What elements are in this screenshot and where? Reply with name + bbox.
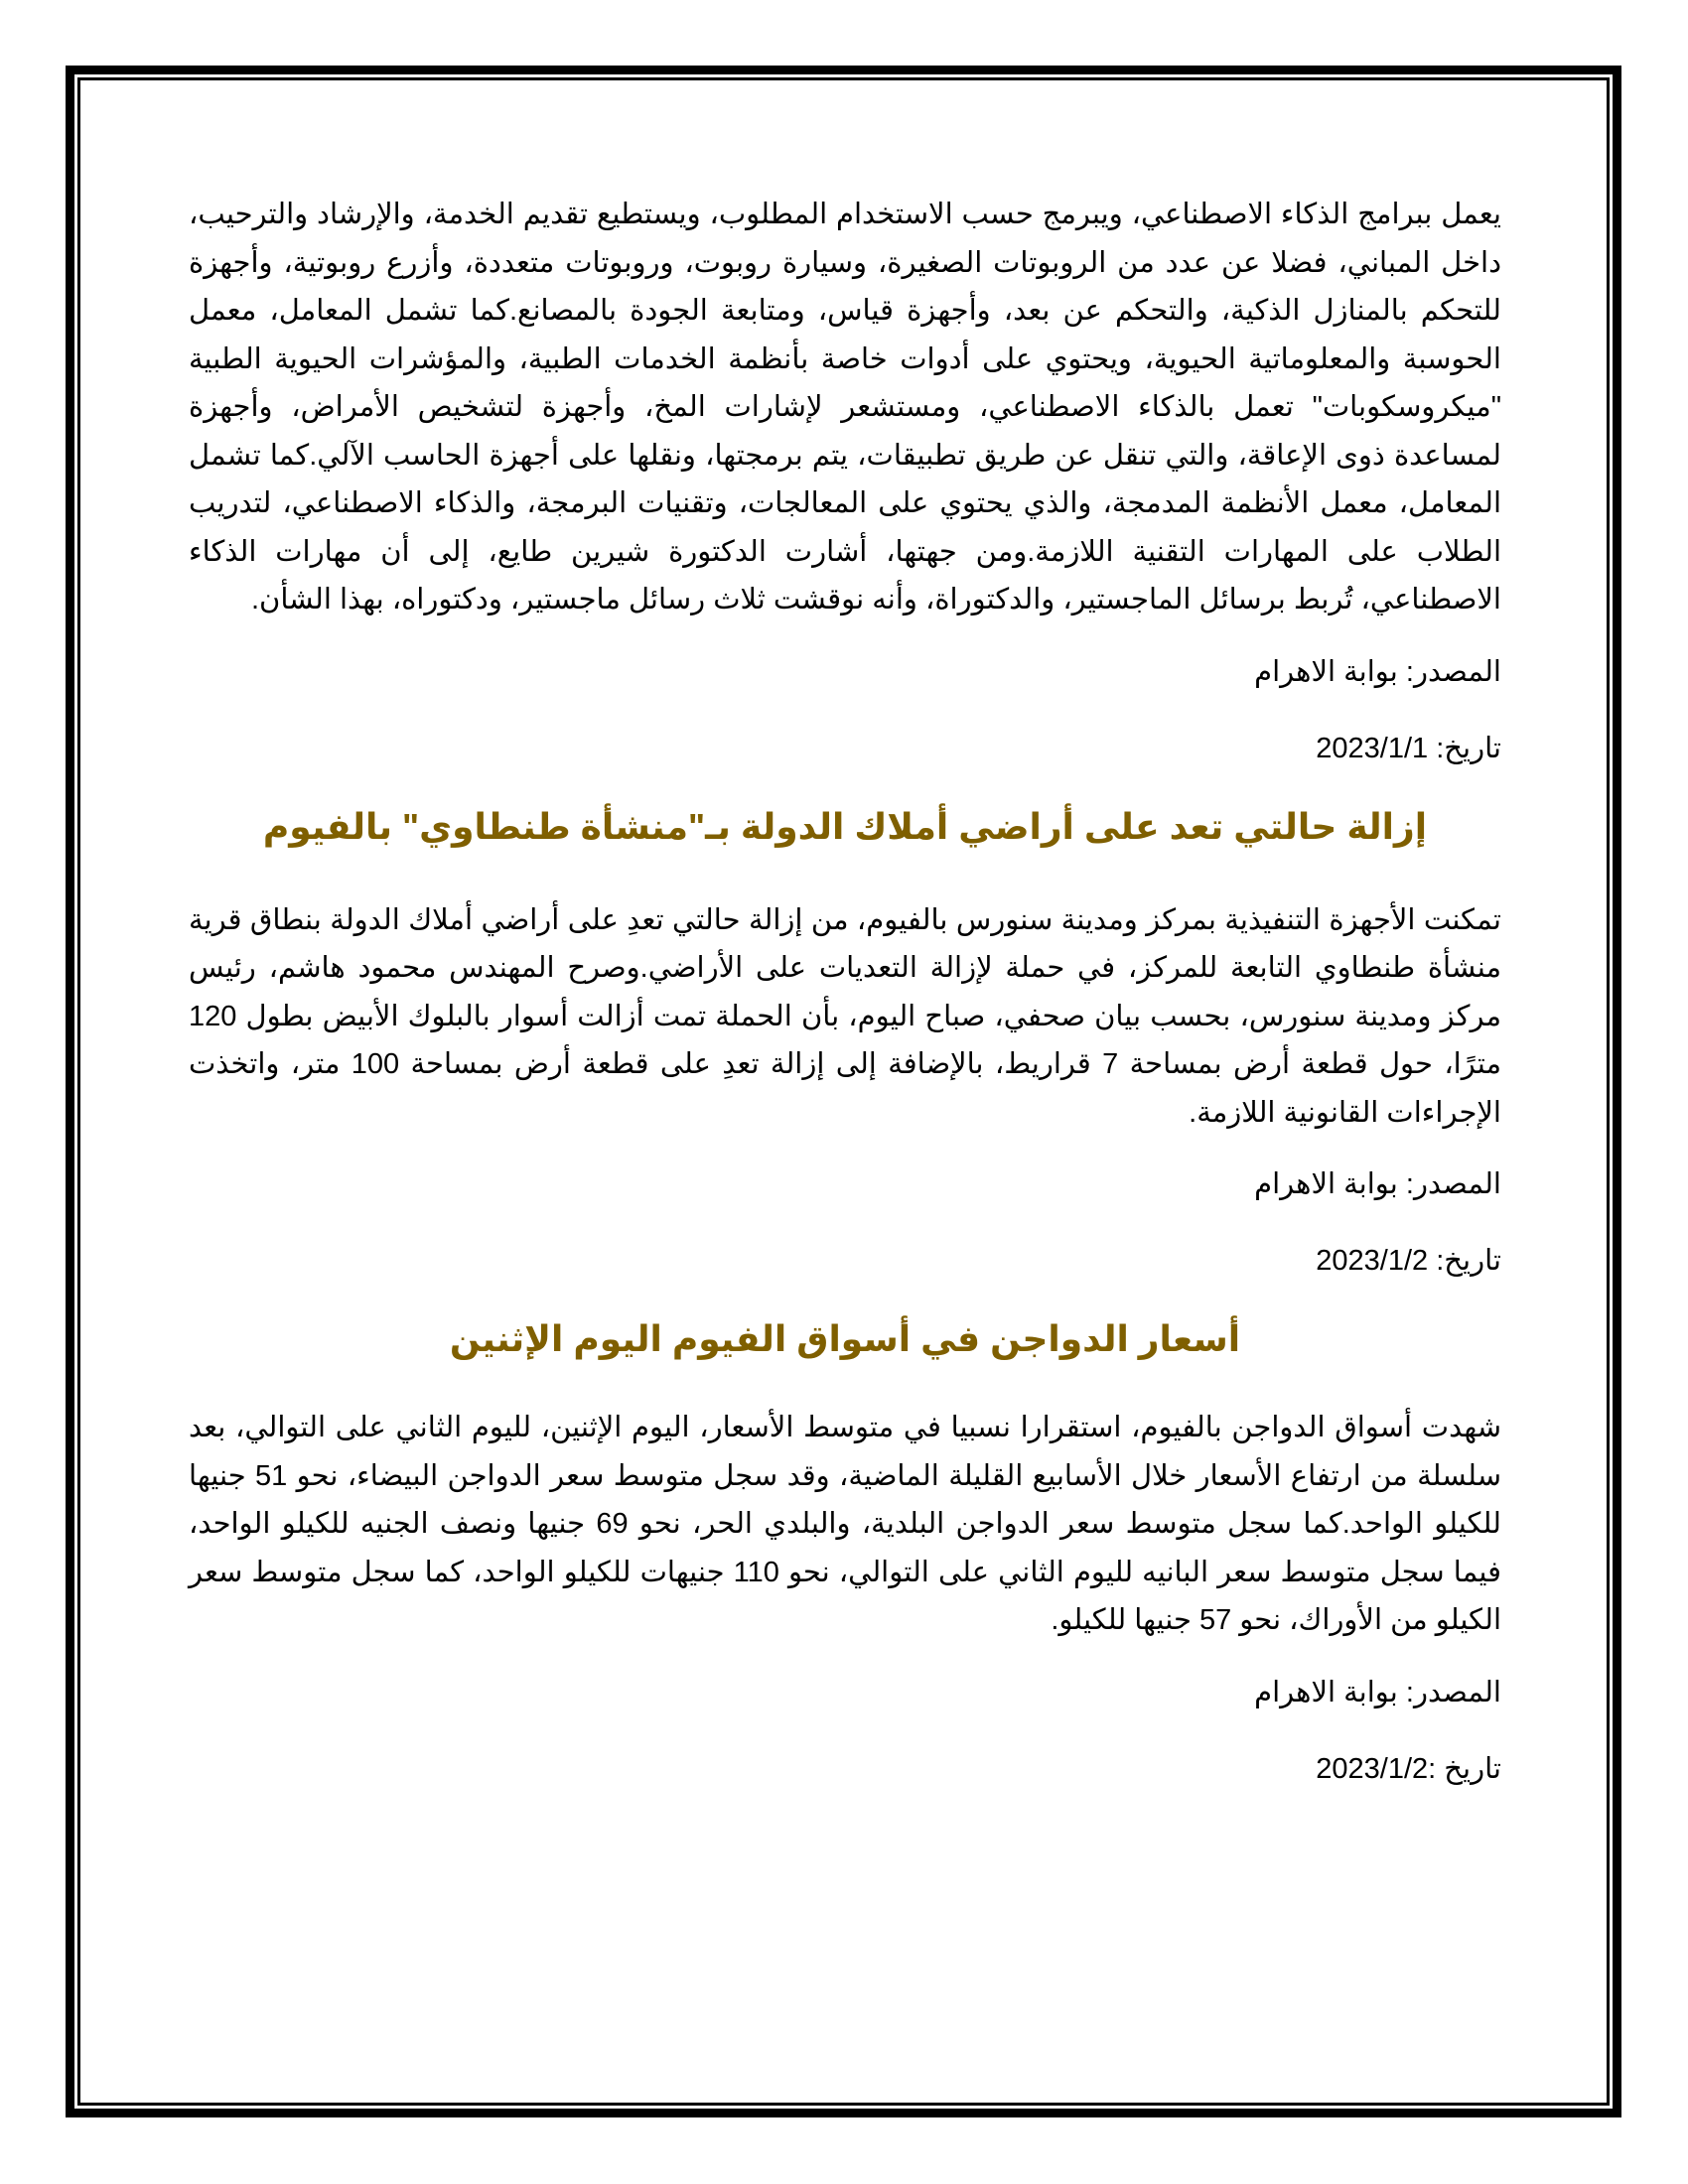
- article-title: إزالة حالتي تعد على أراضي أملاك الدولة بـ"منشأة طنطاوي" بالفيوم: [262, 805, 1428, 847]
- article-source: المصدر: بوابة الاهرام: [1254, 655, 1501, 688]
- article-date: تاريخ: 2023/1/1: [1316, 732, 1501, 764]
- article-body: تمكنت الأجهزة التنفيذية بمركز ومدينة سنورس بالفيوم، من إزالة حالتي تعدِ على أراضي أملاك الدولة بنطاق قرية منشأة طنطاوي التابعة للمركز، في حملة لإزالة التعديات على الأراضي.وصرح المهندس محمود هاشم، رئيس مركز ومدينة سنورس، بحسب بيان صحفي، صباح اليوم، بأن الحملة تمت أزالت أسوار بالبلوك الأبيض بطول 120 مترًا، حول قطعة أرض بمساحة 7 قراريط، بالإضافة إلى إزالة تعدِ على قطعة أرض بمساحة 100 متر، واتخذت الإجراءات القانونية اللازمة.: [189, 903, 1502, 1129]
- article-date: تاريخ :2023/1/2: [1316, 1752, 1501, 1785]
- article-3: [189, 1314, 1501, 1789]
- article-source: المصدر: بوابة الاهرام: [1254, 1168, 1501, 1200]
- article-body: يعمل ببرامج الذكاء الاصطناعي، ويبرمج حسب الاستخدام المطلوب، ويستطيع تقديم الخدمة، والإرشاد والترحيب، داخل المباني، فضلا عن عدد من الروبوتات الصغيرة، وسيارة روبوت، وروبوتات متعددة، وأزرع روبوتية، وأجهزة للتحكم بالمنازل الذكية، والتحكم عن بعد، وأجهزة قياس، ومتابعة الجودة بالمصانع.كما تشمل المعامل، معمل الحوسبة والمعلوماتية الحيوية، ويحتوي على أدوات خاصة بأنظمة الخدمات الطبية، والمؤشرات الحيوية الطبية "ميكروسكوبات" تعمل بالذكاء الاصطناعي، ومستشعر لإشارات المخ، وأجهزة لتشخيص الأمراض، وأجهزة لمساعدة ذوى الإعاقة، والتي تنقل عن طريق تطبيقات، يتم برمجتها، ونقلها على أجهزة الحاسب الآلي.كما تشمل المعامل، معمل الأنظمة المدمجة، والذي يحتوي على المعالجات، وتقنيات البرمجة، والذكاء الاصطناعي، لتدريب الطلاب على المهارات التقنية اللازمة.ومن جهتها، أشارت الدكتورة شيرين طايع، إلى أن مهارات الذكاء الاصطناعي، تُربط برسائل الماجستير، والدكتوراة، وأنه نوقشت ثلاث رسائل ماجستير، ودكتوراه، بهذا الشأن.: [189, 199, 1501, 615]
- article-2: [189, 802, 1501, 1282]
- article-source: المصدر: بوابة الاهرام: [1254, 1676, 1501, 1708]
- article-date: تاريخ: 2023/1/2: [1316, 1245, 1501, 1277]
- article-1: [189, 191, 1501, 768]
- article-title: أسعار الدواجن في أسواق الفيوم اليوم الإثنين: [449, 1318, 1241, 1359]
- article-body: شهدت أسواق الدواجن بالفيوم، استقرارا نسبيا في متوسط الأسعار، اليوم الإثنين، لليوم الثاني على التوالي، بعد سلسلة من ارتفاع الأسعار خلال الأسابيع القليلة الماضية، وقد سجل متوسط سعر الدواجن البيضاء، نحو 51 جنيها للكيلو الواحد.كما سجل متوسط سعر الدواجن البلدية، والبلدي الحر، نحو 69 جنيها ونصف الجنيه للكيلو الواحد، فيما سجل متوسط سعر البانيه لليوم الثاني على التوالي، نحو 110 جنيهات للكيلو الواحد، كما سجل متوسط سعر الكيلو من الأوراك، نحو 57 جنيها للكيلو.: [189, 1412, 1501, 1636]
- document-page: [189, 191, 1501, 1789]
